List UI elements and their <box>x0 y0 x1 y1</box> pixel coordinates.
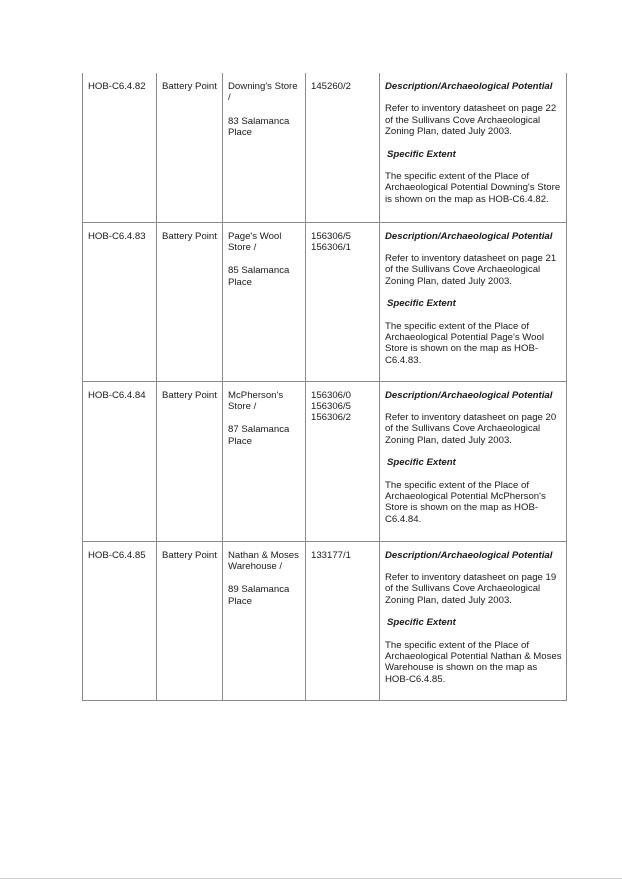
place-name-line: McPherson's <box>228 389 284 401</box>
description-heading: Description/Archaeological Potential <box>385 81 553 92</box>
folio-line: 133177/1 <box>311 549 352 561</box>
folio-line: 156306/2 <box>311 412 352 424</box>
place-name-line: Warehouse / <box>228 560 283 572</box>
suburb-cell: Battery Point <box>157 222 223 381</box>
place-id-cell: HOB-C6.4.82 <box>83 73 157 222</box>
suburb-cell: Battery Point <box>157 541 223 700</box>
place-name-line: Downing's Store <box>228 81 298 92</box>
extent-heading: Specific Extent <box>387 457 456 469</box>
description-cell <box>380 222 567 381</box>
address-line: Place <box>228 595 252 607</box>
address-line: 83 Salamanca <box>228 115 290 127</box>
folio-line: 145260/2 <box>311 81 352 92</box>
folio-line: 156306/0 <box>311 389 352 401</box>
folio-cell <box>306 73 380 222</box>
description-cell <box>380 541 567 700</box>
address-line: 89 Salamanca <box>228 584 290 596</box>
extent-text: The specific extent of the Place of Archaeological Potential Page's Wool Store is shown on the map as HOB-C6.4.83. <box>385 320 544 366</box>
folio-cell <box>306 381 380 541</box>
extent-heading: Specific Extent <box>387 298 456 310</box>
place-name-line: Page's Wool <box>228 230 282 242</box>
place-name-line: Store / <box>228 400 257 412</box>
address-line: 85 Salamanca <box>228 265 290 277</box>
suburb-cell: Battery Point <box>157 381 223 541</box>
extent-text: The specific extent of the Place of Archaeological Potential McPherson's Store is shown on the map as HOB-C6.4.84. <box>385 479 546 525</box>
suburb-cell: Battery Point <box>157 73 223 222</box>
table-row <box>83 541 567 700</box>
description-text: Refer to inventory datasheet on page 19 of the Sullivans Cove Archaeological Zoning Plan, dated July 2003. <box>385 571 557 606</box>
place-name-cell <box>223 222 306 381</box>
description-heading: Description/Archaeological Potential <box>385 549 553 561</box>
table-row <box>83 222 567 381</box>
folio-line: 156306/5 <box>311 230 352 242</box>
description-heading: Description/Archaeological Potential <box>385 230 553 242</box>
description-heading: Description/Archaeological Potential <box>385 389 553 401</box>
archaeological-places-table <box>82 73 567 701</box>
address-line: Place <box>228 127 252 139</box>
folio-line: 156306/1 <box>311 241 352 253</box>
place-name-line: Nathan & Moses <box>228 549 299 561</box>
place-name-cell <box>223 381 306 541</box>
address-line: Place <box>228 276 252 288</box>
place-id-cell: HOB-C6.4.85 <box>83 541 157 700</box>
address-line: 87 Salamanca <box>228 424 290 436</box>
description-text: Refer to inventory datasheet on page 22 of the Sullivans Cove Archaeological Zoning Plan, dated July 2003. <box>385 103 557 138</box>
extent-text: The specific extent of the Place of Archaeological Potential Nathan & Moses Warehouse is shown on the map as HOB-C6.4.85. <box>385 639 562 685</box>
place-id-cell: HOB-C6.4.84 <box>83 381 157 541</box>
place-name-line: / <box>228 92 231 104</box>
description-text: Refer to inventory datasheet on page 20 of the Sullivans Cove Archaeological Zoning Plan, dated July 2003. <box>385 411 557 446</box>
folio-cell <box>306 541 380 700</box>
place-id-cell: HOB-C6.4.83 <box>83 222 157 381</box>
extent-text: The specific extent of the Place of Archaeological Potential Downing's Store is shown on the map as HOB-C6.4.82. <box>385 171 561 205</box>
address-line: Place <box>228 435 252 447</box>
description-cell <box>380 73 567 222</box>
extent-heading: Specific Extent <box>387 148 456 160</box>
place-name-cell <box>223 541 306 700</box>
table-row <box>83 73 567 222</box>
description-text: Refer to inventory datasheet on page 21 of the Sullivans Cove Archaeological Zoning Plan, dated July 2003. <box>385 252 557 287</box>
description-cell <box>380 381 567 541</box>
folio-line: 156306/5 <box>311 400 352 412</box>
place-name-cell <box>223 73 306 222</box>
table-row <box>83 381 567 541</box>
folio-cell <box>306 222 380 381</box>
place-name-line: Store / <box>228 241 257 253</box>
extent-heading: Specific Extent <box>387 617 456 629</box>
